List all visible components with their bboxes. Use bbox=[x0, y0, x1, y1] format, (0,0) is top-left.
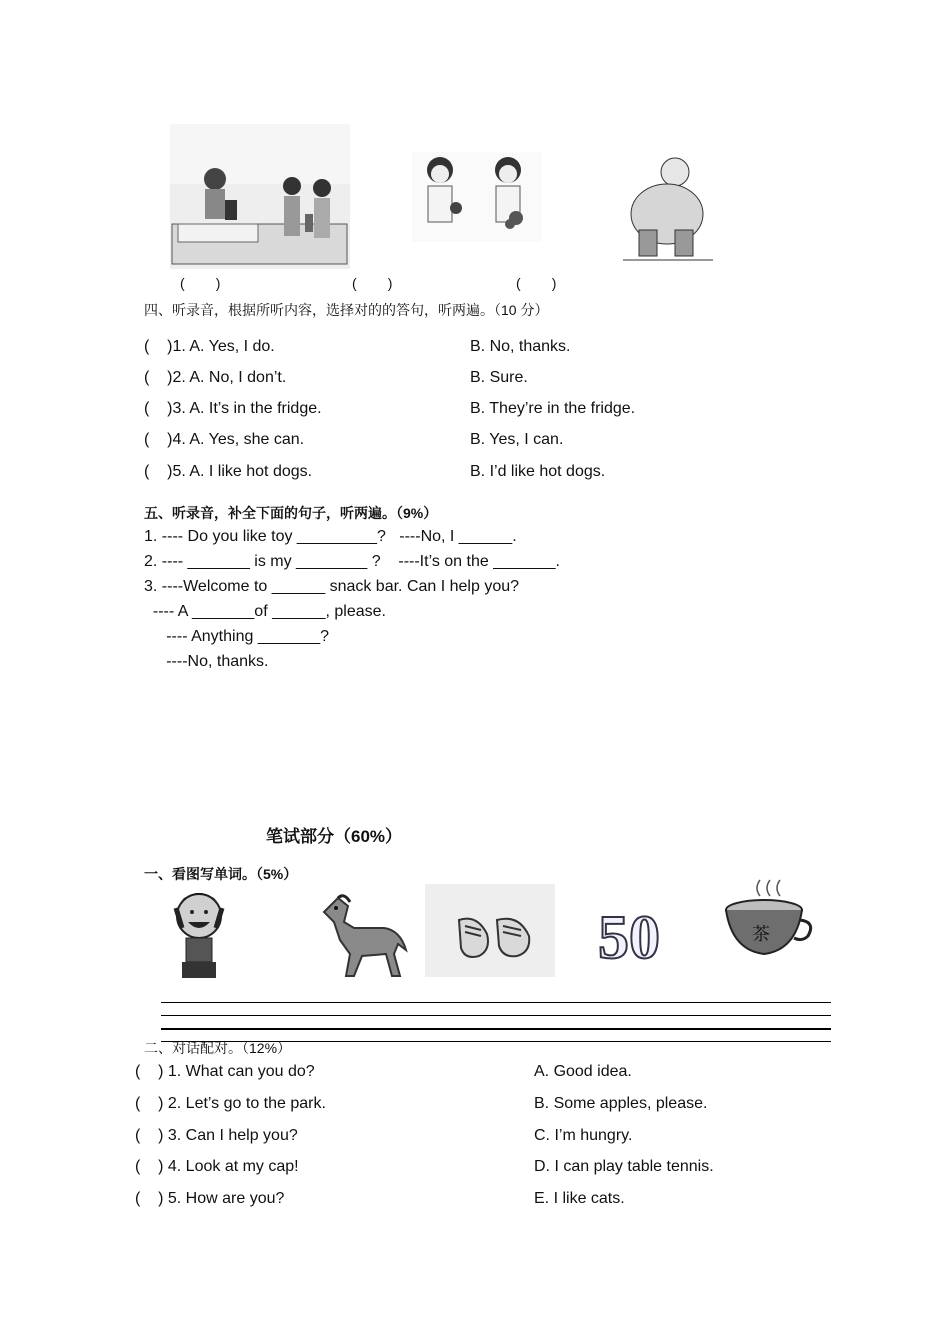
section5-line4[interactable]: ---- A _______of ______, please. bbox=[144, 603, 386, 620]
writing-line-3[interactable] bbox=[161, 1028, 831, 1030]
written-section1-title: 一、看图写单词。（5%） bbox=[144, 866, 298, 882]
section5-line3[interactable]: 3. ----Welcome to ______ snack bar. Can I help you? bbox=[144, 578, 520, 595]
section4-item5-question[interactable]: ( )5. A. I like hot dogs. bbox=[144, 463, 313, 480]
number-50-picture bbox=[594, 900, 660, 966]
answer-paren-2[interactable]: ( ) bbox=[352, 275, 393, 291]
number-50-text: 50 bbox=[598, 904, 660, 966]
written-part-title: 笔试部分（60%） bbox=[266, 827, 403, 846]
happy-boy-picture bbox=[168, 888, 230, 980]
match-item4-answer: D. I can play table tennis. bbox=[534, 1158, 714, 1175]
match-item3-answer: C. I’m hungry. bbox=[534, 1127, 633, 1144]
section5-title: 五、听录音，补全下面的句子，听两遍。（9%） bbox=[144, 505, 438, 521]
written-section2-title: 二、对话配对。（12%） bbox=[144, 1040, 292, 1056]
horse-picture bbox=[314, 892, 410, 984]
match-item1-question[interactable]: ( ) 1. What can you do? bbox=[135, 1063, 315, 1080]
sneakers-picture bbox=[425, 884, 555, 977]
answer-paren-1[interactable]: ( ) bbox=[180, 275, 221, 291]
section5-line1[interactable]: 1. ---- Do you like toy _________? ----No, I ______. bbox=[144, 528, 517, 545]
section4-item5-option-b: B. I’d like hot dogs. bbox=[470, 463, 606, 480]
section4-item2-question[interactable]: ( )2. A. No, I don’t. bbox=[144, 369, 287, 386]
shop-scene-picture bbox=[170, 124, 350, 269]
section5-line6: ----No, thanks. bbox=[144, 653, 269, 670]
two-girls-fruit-picture bbox=[412, 152, 542, 242]
section4-item3-option-b: B. They’re in the fridge. bbox=[470, 400, 636, 417]
section4-item1-option-b: B. No, thanks. bbox=[470, 338, 571, 355]
section4-title: 四、听录音，根据所听内容，选择对的的答句，听两遍。（10 分） bbox=[144, 302, 549, 318]
match-item3-question[interactable]: ( ) 3. Can I help you? bbox=[135, 1127, 298, 1144]
answer-paren-3[interactable]: ( ) bbox=[516, 275, 557, 291]
writing-line-2[interactable] bbox=[161, 1015, 831, 1016]
section4-item3-question[interactable]: ( )3. A. It’s in the fridge. bbox=[144, 400, 322, 417]
match-item5-question[interactable]: ( ) 5. How are you? bbox=[135, 1190, 285, 1207]
fat-man-picture bbox=[613, 150, 721, 265]
section4-item2-option-b: B. Sure. bbox=[470, 369, 528, 386]
match-item1-answer: A. Good idea. bbox=[534, 1063, 632, 1080]
section4-item4-question[interactable]: ( )4. A. Yes, she can. bbox=[144, 431, 305, 448]
match-item5-answer: E. I like cats. bbox=[534, 1190, 625, 1207]
match-item2-answer: B. Some apples, please. bbox=[534, 1095, 708, 1112]
tea-cup-picture bbox=[724, 876, 814, 958]
writing-line-1[interactable] bbox=[161, 1002, 831, 1003]
match-item4-question[interactable]: ( ) 4. Look at my cap! bbox=[135, 1158, 299, 1175]
section5-line2[interactable]: 2. ---- _______ is my ________ ? ----It’s on the _______. bbox=[144, 553, 560, 570]
section5-line5[interactable]: ---- Anything _______? bbox=[144, 628, 329, 645]
section4-item4-option-b: B. Yes, I can. bbox=[470, 431, 564, 448]
tea-char: 茶 bbox=[752, 924, 770, 945]
match-item2-question[interactable]: ( ) 2. Let’s go to the park. bbox=[135, 1095, 326, 1112]
section4-item1-question[interactable]: ( )1. A. Yes, I do. bbox=[144, 338, 275, 355]
